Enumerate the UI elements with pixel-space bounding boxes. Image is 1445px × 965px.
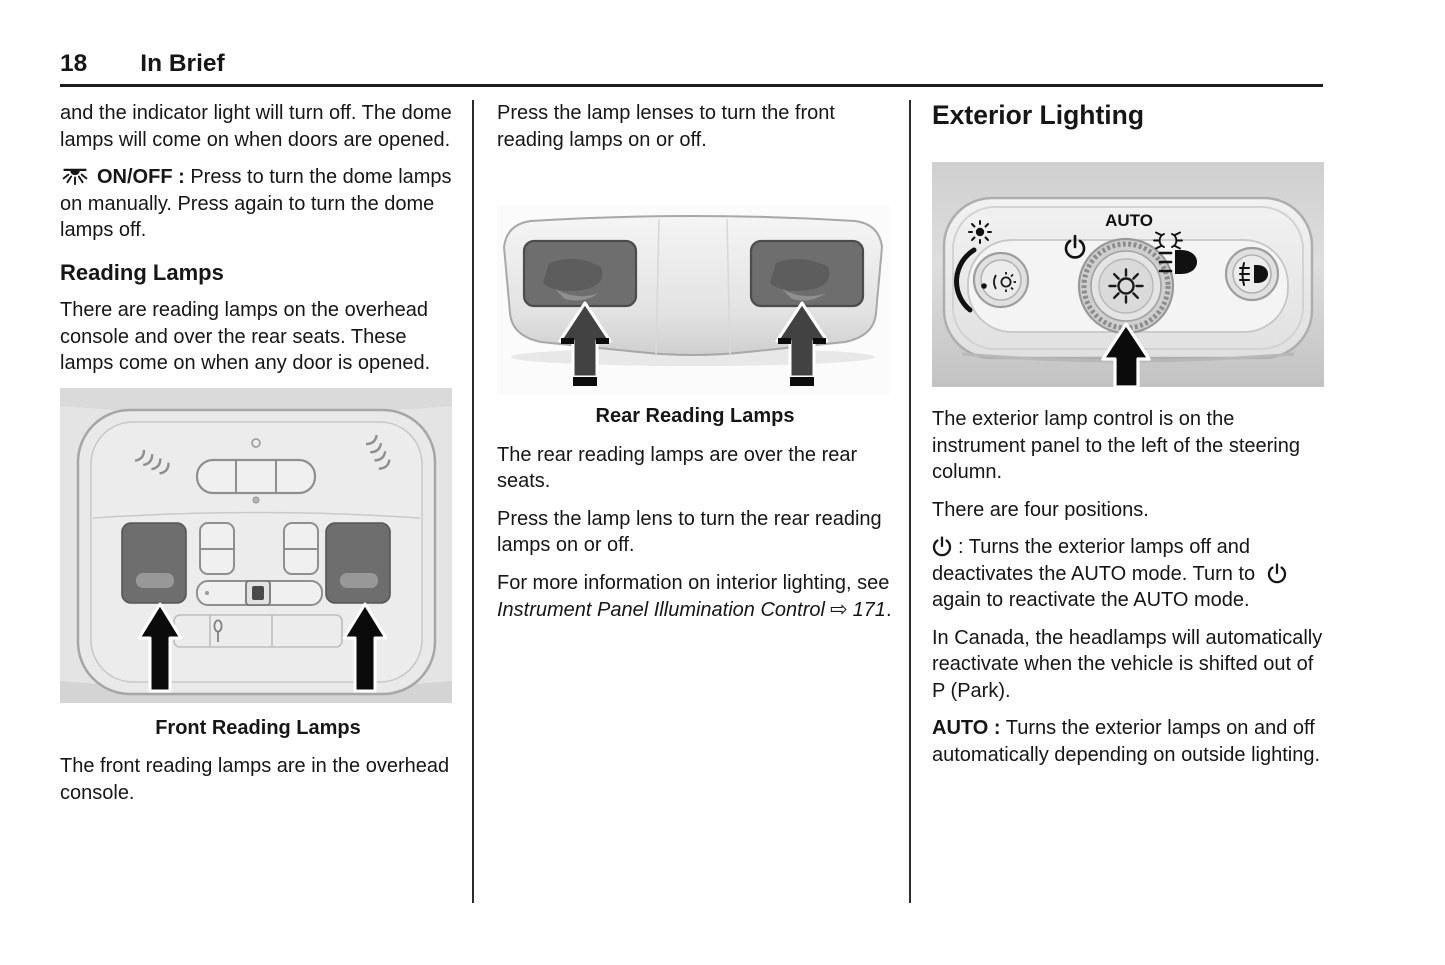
power-icon	[932, 536, 952, 557]
console-switch-bar	[197, 581, 322, 605]
off-position-paragraph	[932, 534, 1328, 614]
left-column	[60, 100, 456, 817]
header-rule	[60, 84, 1323, 87]
rear-reading-lamp-lens	[751, 241, 863, 306]
onoff-paragraph	[60, 164, 456, 244]
figure-caption: Front Reading Lamps	[155, 716, 361, 739]
front-reading-lamp-lens	[326, 523, 390, 603]
onoff-desc: Press to turn the dome lamps on manually. Press again to turn the dome lamps off.	[60, 166, 452, 241]
reading-lamps-heading: Reading Lamps	[60, 259, 224, 285]
reference-page: 171	[852, 599, 886, 621]
section-heading: Exterior Lighting	[932, 100, 1144, 130]
auto-term: AUTO :	[932, 717, 1001, 739]
middle-column	[497, 100, 893, 635]
paragraph: The front reading lamps are in the overhead console.	[60, 755, 450, 804]
power-icon	[1267, 563, 1287, 584]
onoff-term: ON/OFF :	[97, 166, 185, 188]
paragraph: and the indicator light will turn off. The dome lamps will come on when doors are opened.	[60, 102, 452, 151]
paragraph: Press the lamp lenses to turn the front reading lamps on or off.	[497, 102, 835, 151]
sunroof-switch-cluster	[197, 460, 315, 493]
headlamp-icon	[1160, 250, 1197, 274]
reference-pre: For more information on interior lighting, see	[497, 571, 890, 594]
chapter-title: In Brief	[140, 50, 225, 77]
fog-lamp-knob	[1226, 248, 1278, 300]
dome-lamp-icon	[60, 167, 90, 186]
column-divider	[909, 100, 911, 903]
reference-arrow-icon: ⇨	[829, 597, 848, 621]
paragraph: In Canada, the headlamps will automatically reactivate when the vehicle is shifted out of P (Park).	[932, 626, 1323, 702]
paragraph: There are four positions.	[932, 498, 1149, 521]
auto-paragraph	[932, 715, 1328, 768]
rear-reading-lamps-figure	[497, 205, 890, 395]
paragraph: The exterior lamp control is on the instrument panel to the left of the steering column.	[932, 408, 1300, 483]
right-column	[932, 100, 1328, 779]
page-number: 18	[60, 50, 88, 77]
off-desc-2: again to reactivate the AUTO mode.	[932, 589, 1250, 611]
front-reading-lamps-figure	[60, 388, 452, 703]
cross-reference-paragraph	[497, 570, 893, 624]
brightness-sun-icon	[969, 221, 991, 243]
instrument-illumination-knob	[974, 253, 1028, 307]
paragraph: The rear reading lamps are over the rear seats.	[497, 443, 858, 492]
front-reading-lamp-lens	[122, 523, 186, 603]
auto-desc: Turns the exterior lamps on and off automatically depending on outside lighting.	[932, 717, 1321, 766]
figure-caption: Rear Reading Lamps	[595, 405, 795, 427]
reference-post: .	[885, 599, 892, 621]
off-desc-1: : Turns the exterior lamps off and deactivates the AUTO mode. Turn to	[932, 536, 1256, 585]
page-header	[60, 50, 225, 78]
dimmer-dot	[981, 283, 987, 289]
exterior-lighting-figure	[932, 162, 1324, 387]
knob-auto-label: AUTO	[1105, 211, 1153, 230]
paragraph: Press the lamp lens to turn the rear reading lamps on or off.	[497, 507, 882, 556]
reference-title: Instrument Panel Illumination Control	[497, 599, 825, 621]
column-divider	[472, 100, 474, 903]
paragraph: There are reading lamps on the overhead console and over the rear seats. These lamps come on when any door is opened.	[60, 299, 431, 374]
rear-reading-lamp-lens	[524, 241, 636, 306]
